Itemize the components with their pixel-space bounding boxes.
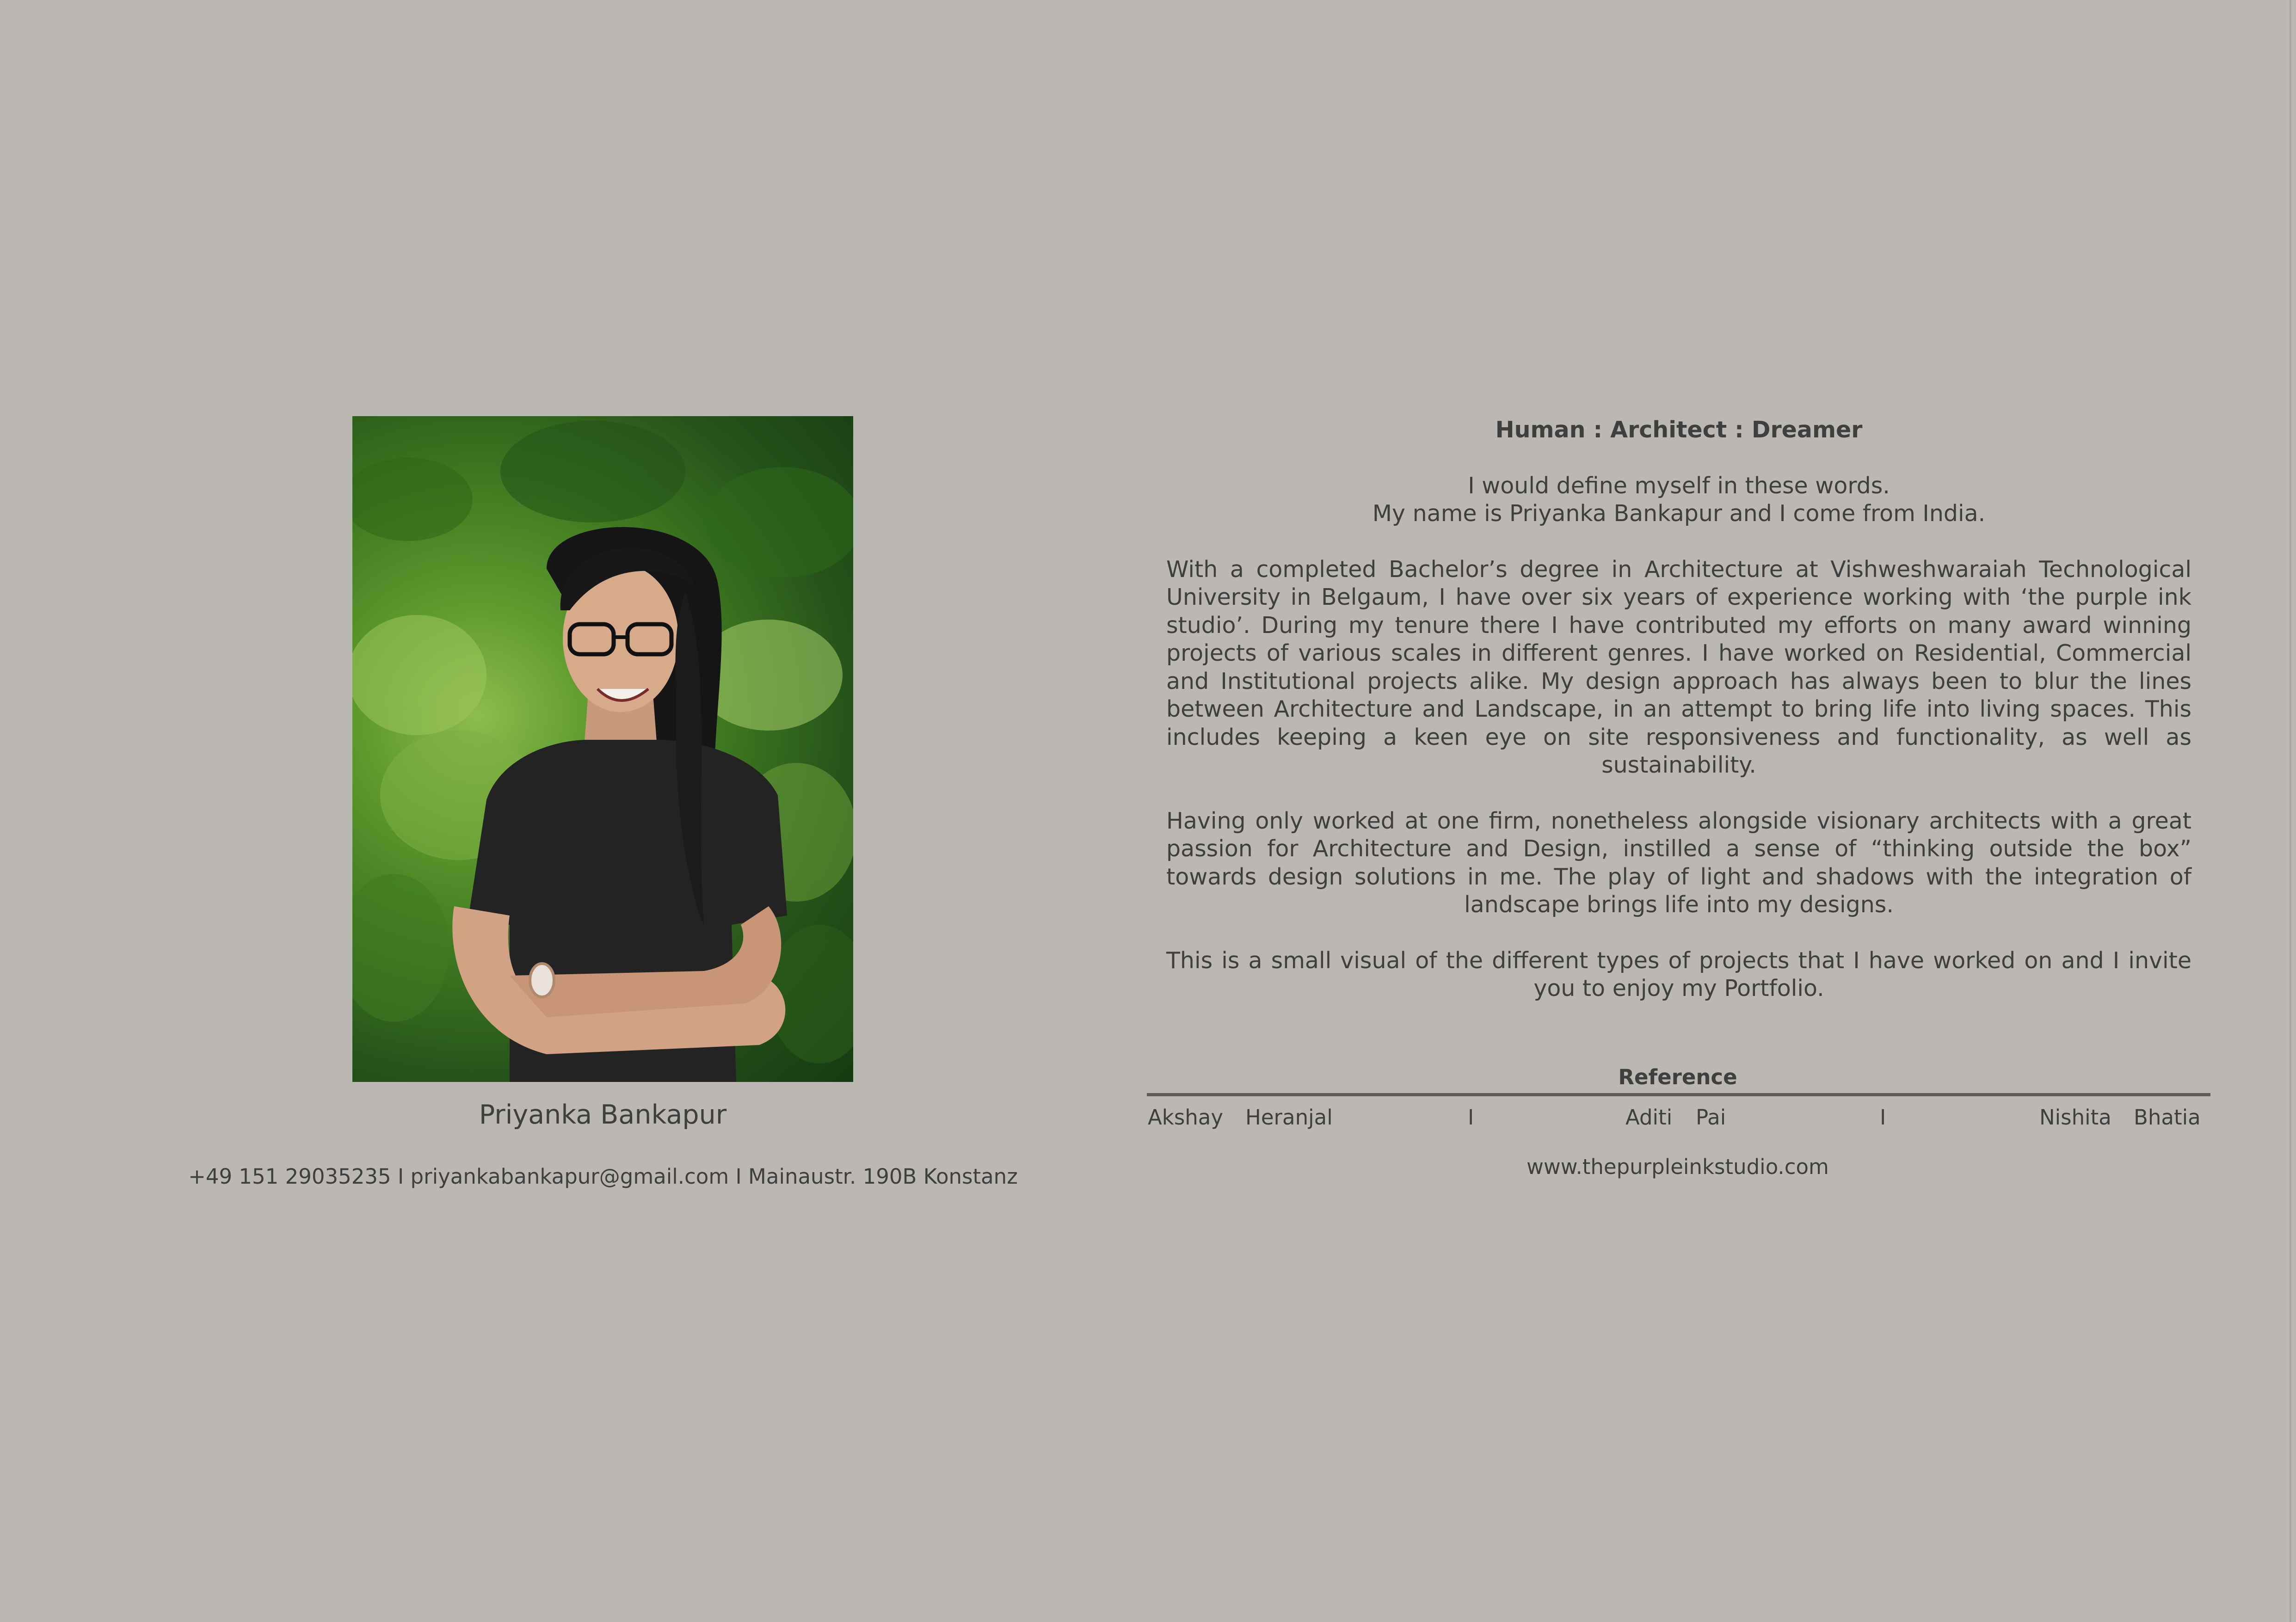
bio-paragraph-1: With a completed Bachelor’s degree in Architecture at Vishweshwaraiah Technological University in Belgaum, I have over six years of experience working with ‘the purple ink studio’. During my tenure there I have contributed my efforts on many award winning projects of various scales in different genres. I have worked on Residential, Commercial and Institutional projects alike. My design approach has always been to blur the lines between Architecture and Landscape, in an attempt to bring life into living spaces. This includes keeping a keen eye on site responsiveness and functionality, as well as sustainability. bbox=[1166, 556, 2191, 778]
spacer bbox=[1166, 528, 2191, 556]
intro-line-2: My name is Priyanka Bankapur and I come from India. bbox=[1372, 500, 1986, 527]
reference-title: Reference bbox=[1618, 1065, 1737, 1089]
portrait-photo bbox=[352, 416, 853, 1082]
bio-heading: Human : Architect : Dreamer bbox=[1495, 417, 1863, 443]
reference-separator: I bbox=[1880, 1105, 1886, 1130]
spacer bbox=[1166, 780, 2191, 807]
intro-line-1: I would define myself in these words. bbox=[1468, 472, 1890, 499]
reference-word: Aditi bbox=[1625, 1105, 1673, 1130]
reference-separator: I bbox=[1468, 1105, 1474, 1130]
reference-word: Heranjal bbox=[1245, 1105, 1333, 1130]
bio-paragraph-3: This is a small visual of the different types of projects that I have worked on and I invite you to enjoy my Portfolio. bbox=[1166, 947, 2191, 1001]
contact-line: +49 151 29035235 I priyankabankapur@gmail.com I Mainaustr. 190B Konstanz bbox=[188, 1164, 1018, 1189]
reference-website: www.thepurpleinkstudio.com bbox=[1527, 1155, 1829, 1179]
reference-word: Nishita bbox=[2039, 1105, 2111, 1130]
reference-word: Akshay bbox=[1148, 1105, 1224, 1130]
person-name: Priyanka Bankapur bbox=[479, 1100, 727, 1130]
spacer bbox=[1166, 919, 2191, 947]
reference-divider bbox=[1147, 1093, 2210, 1096]
reference-word: Bhatia bbox=[2134, 1105, 2201, 1130]
bio-section bbox=[1166, 416, 2191, 1003]
reference-names bbox=[1147, 1105, 2210, 1133]
portrait-illustration bbox=[352, 416, 853, 1082]
page-edge-divider bbox=[2290, 0, 2291, 1622]
reference-word: Pai bbox=[1696, 1105, 1726, 1130]
bio-paragraph-2: Having only worked at one firm, nonetheless alongside visionary architects with a great passion for Architecture and Design, instilled a sense of “thinking outside the box” towards design solutions in me. The play of light and shadows with the integration of landscape brings life into my designs. bbox=[1166, 807, 2191, 918]
